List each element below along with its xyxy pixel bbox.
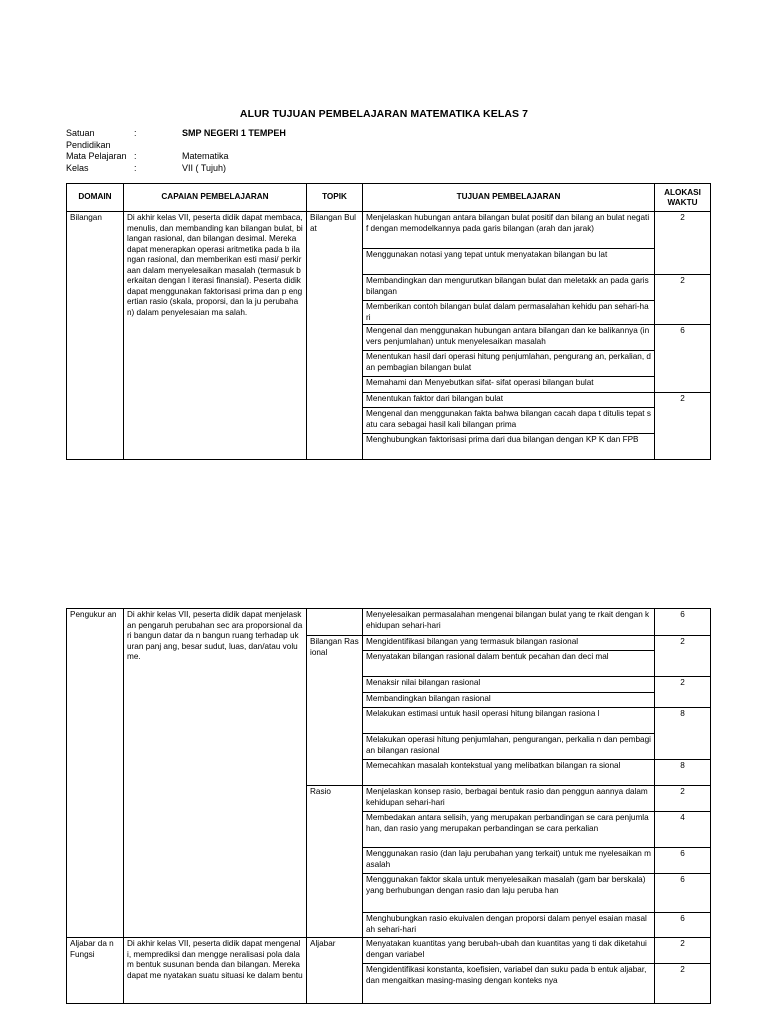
domain-cell: Pengukur an	[67, 609, 124, 938]
document-meta	[66, 128, 286, 174]
meta-row-kelas	[66, 163, 286, 175]
tujuan-cell: Melakukan estimasi untuk hasil operasi hitung bilangan rasiona l	[363, 708, 655, 734]
header-tujuan: TUJUAN PEMBELAJARAN	[363, 184, 655, 212]
tujuan-cell: Menyatakan kuantitas yang berubah-ubah dan kuantitas yang ti dak diketahui dengan variabel	[363, 938, 655, 964]
capaian-cell: Di akhir kelas VII, peserta didik dapat mengenali, memprediksi dan mengge neralisasi pola dalam bentuk susunan benda dan bilangan. Mereka dapat me nyatakan suatu situasi ke dalam bentu	[124, 938, 307, 1004]
header-capaian: CAPAIAN PEMBELAJARAN	[124, 184, 307, 212]
tujuan-cell: Mengenal dan menggunakan hubungan antara bilangan dan ke balikannya (invers penjumlahan) untuk menyelesaikan masalah	[363, 325, 655, 351]
tujuan-cell: Membedakan antara selisih, yang merupakan perbandingan se cara penjumlahan, dan rasio yang merupakan perbandingan se cara perkalian	[363, 812, 655, 848]
alokasi-cell: 6	[655, 325, 711, 393]
meta-colon: :	[134, 162, 137, 173]
tujuan-cell: Melakukan operasi hitung penjumlahan, pengurangan, perkalia n dan pembagian bilangan rasional	[363, 734, 655, 760]
capaian-cell: Di akhir kelas VII, peserta didik dapat membaca, menulis, dan membanding kan bilangan bulat, bilangan rasional, dan bilangan desimal. Mereka dapat menerapkan operasi aritmetika pada b ilangan rasional, dan memberikan esti masi/ perkiraan dalam menyelesaikan masalah (termasuk berkaitan dengan l iterasi finansial). Peserta didik dapat menggunakan faktorisasi prima dan p engertian rasio (skala, proporsi, dan la ju perubahan) dalam penyelesaian ma salah.	[124, 212, 307, 460]
alokasi-cell: 8	[655, 760, 711, 786]
alokasi-cell: 2	[655, 677, 711, 708]
tujuan-cell: Memecahkan masalah kontekstual yang melibatkan bilangan ra sional	[363, 760, 655, 786]
capaian-cell: Di akhir kelas VII, peserta didik dapat menjelaskan pengaruh perubahan sec ara proporsional dari bangun datar da n bangun ruang terhadap ukuran panj ang, besar sudut, luas, dan/atau volu me.	[124, 609, 307, 938]
tujuan-cell: Menentukan faktor dari bilangan bulat	[363, 393, 655, 408]
tujuan-cell: Menjelaskan konsep rasio, berbagai bentuk rasio dan penggun aannya dalam kehidupan sehari-hari	[363, 786, 655, 812]
tujuan-cell: Memahami dan Menyebutkan sifat- sifat operasi bilangan bulat	[363, 377, 655, 393]
header-domain: DOMAIN	[67, 184, 124, 212]
meta-label: Kelas	[66, 162, 89, 173]
alokasi-cell: 2	[655, 275, 711, 325]
topik-cell: Rasio	[307, 786, 363, 938]
atp-table-1	[66, 183, 711, 460]
header-topik: TOPIK	[307, 184, 363, 212]
tujuan-cell: Membandingkan bilangan rasional	[363, 693, 655, 708]
tujuan-cell: Membandingkan dan mengurutkan bilangan bulat dan meletakk an pada garis bilangan	[363, 275, 655, 301]
topik-cell: Aljabar	[307, 938, 363, 1004]
table-row	[67, 212, 711, 249]
alokasi-cell: 2	[655, 964, 711, 1004]
meta-value-subject: Matematika	[182, 151, 229, 161]
meta-label: Satuan Pendidikan	[66, 128, 111, 150]
alokasi-cell: 6	[655, 848, 711, 874]
topik-cell-empty	[307, 609, 363, 636]
alokasi-cell: 6	[655, 874, 711, 913]
meta-row-satuan	[66, 128, 286, 151]
tujuan-cell: Mengidentifikasi bilangan yang termasuk bilangan rasional	[363, 636, 655, 651]
alokasi-cell: 8	[655, 708, 711, 760]
meta-colon: :	[134, 128, 137, 138]
tujuan-cell: Menggunakan notasi yang tepat untuk menyatakan bilangan bu lat	[363, 249, 655, 275]
topik-cell: Bilangan Bulat	[307, 212, 363, 460]
tujuan-cell: Menggunakan rasio (dan laju perubahan yang terkait) untuk me nyelesaikan masalah	[363, 848, 655, 874]
domain-cell: Bilangan	[67, 212, 124, 460]
alokasi-cell: 2	[655, 786, 711, 812]
tujuan-cell: Menyatakan bilangan rasional dalam bentuk pecahan dan deci mal	[363, 651, 655, 677]
alokasi-cell: 2	[655, 393, 711, 460]
tujuan-cell: Mengenal dan menggunakan fakta bahwa bilangan cacah dapa t ditulis tepat satu cara sebagai hasil kali bilangan prima	[363, 408, 655, 434]
meta-row-mapel	[66, 151, 286, 163]
meta-colon: :	[134, 151, 137, 161]
tujuan-cell: Memberikan contoh bilangan bulat dalam permasalahan kehidu pan sehari-hari	[363, 301, 655, 325]
tujuan-cell: Menyelesaikan permasalahan mengenai bilangan bulat yang te rkait dengan kehidupan sehari-hari	[363, 609, 655, 636]
meta-value-school: SMP NEGERI 1 TEMPEH	[182, 128, 286, 138]
header-alokasi: ALOKASI WAKTU	[655, 184, 711, 212]
tujuan-cell: Menentukan hasil dari operasi hitung penjumlahan, pengurang an, perkalian, dan pembagian bilangan bulat	[363, 351, 655, 377]
tujuan-cell: Menghubungkan faktorisasi prima dari dua bilangan dengan KP K dan FPB	[363, 434, 655, 460]
atp-table-2	[66, 608, 711, 1004]
alokasi-cell: 4	[655, 812, 711, 848]
tujuan-cell: Menghubungkan rasio ekuivalen dengan proporsi dalam penyel esaian masalah sehari-hari	[363, 913, 655, 938]
alokasi-cell: 2	[655, 212, 711, 275]
tujuan-cell: Menaksir nilai bilangan rasional	[363, 677, 655, 693]
document-title: ALUR TUJUAN PEMBELAJARAN MATEMATIKA KELAS 7	[239, 108, 529, 120]
topik-cell: Bilangan Rasional	[307, 636, 363, 786]
table-row	[67, 938, 711, 964]
alokasi-cell: 6	[655, 609, 711, 636]
domain-cell: Aljabar da n Fungsi	[67, 938, 124, 1004]
alokasi-cell: 2	[655, 938, 711, 964]
alokasi-cell: 6	[655, 913, 711, 938]
alokasi-cell: 2	[655, 636, 711, 677]
meta-value-class: VII ( Tujuh)	[182, 162, 227, 173]
table-header-row	[67, 184, 711, 212]
table-row	[67, 609, 711, 636]
tujuan-cell: Menggunakan faktor skala untuk menyelesaikan masalah (gam bar berskala) yang berhubungan dengan rasio dan laju peruba han	[363, 874, 655, 913]
tujuan-cell: Menjelaskan hubungan antara bilangan bulat positif dan bilang an bulat negatif dengan memodelkannya pada garis bilangan (arah dan jarak)	[363, 212, 655, 249]
tujuan-cell: Mengidentifikasi konstanta, koefisien, variabel dan suku pada b entuk aljabar, dan mengaitkan masing-masing dengan konteks nya	[363, 964, 655, 1004]
meta-label: Mata Pelajaran	[66, 151, 127, 161]
